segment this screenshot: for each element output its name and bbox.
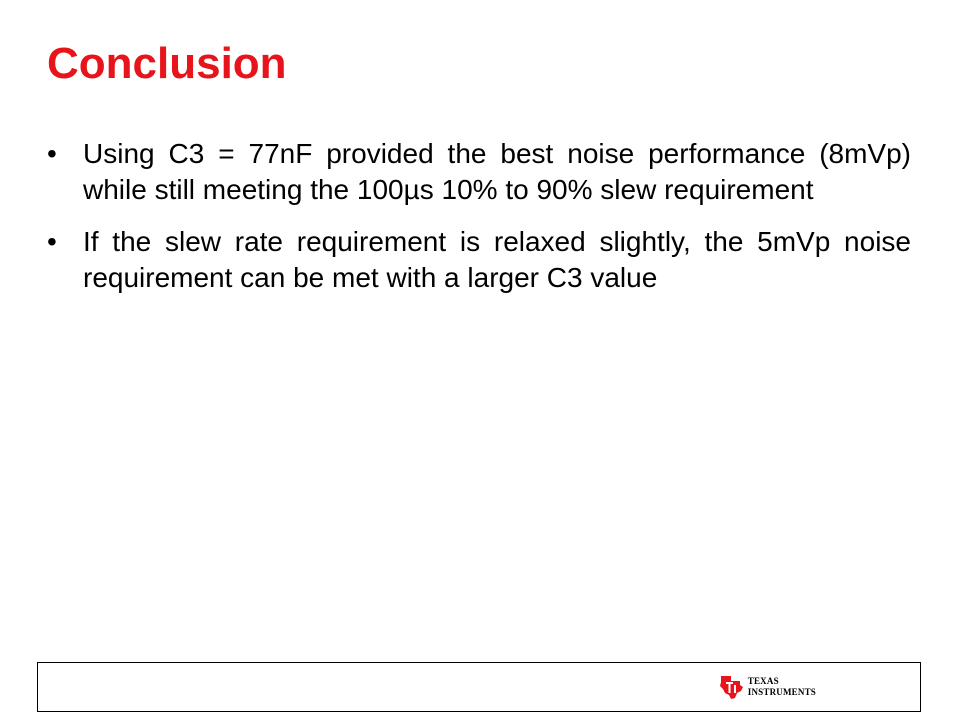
bullet-text: If the slew rate requirement is relaxed slightly, the 5mVp noise requirement can be met with a larger C3 value xyxy=(83,226,911,293)
bullet-marker: • xyxy=(47,138,57,169)
logo-line-2: INSTRUMENTS xyxy=(747,687,816,697)
logo-line-1: TEXAS xyxy=(747,676,779,686)
bullet-marker: • xyxy=(47,226,57,257)
bullet-list xyxy=(47,136,911,312)
bullet-item xyxy=(47,224,911,296)
bullet-item xyxy=(47,136,911,208)
ti-state-logo-icon xyxy=(718,674,744,700)
texas-instruments-logo xyxy=(718,672,816,702)
bullet-text: Using C3 = 77nF provided the best noise performance (8mVp) while still meeting the 100µs 10% to 90% slew requirement xyxy=(83,138,911,205)
slide-title: Conclusion xyxy=(47,39,287,88)
logo-wordmark xyxy=(748,676,816,698)
footer-bar xyxy=(37,662,921,712)
